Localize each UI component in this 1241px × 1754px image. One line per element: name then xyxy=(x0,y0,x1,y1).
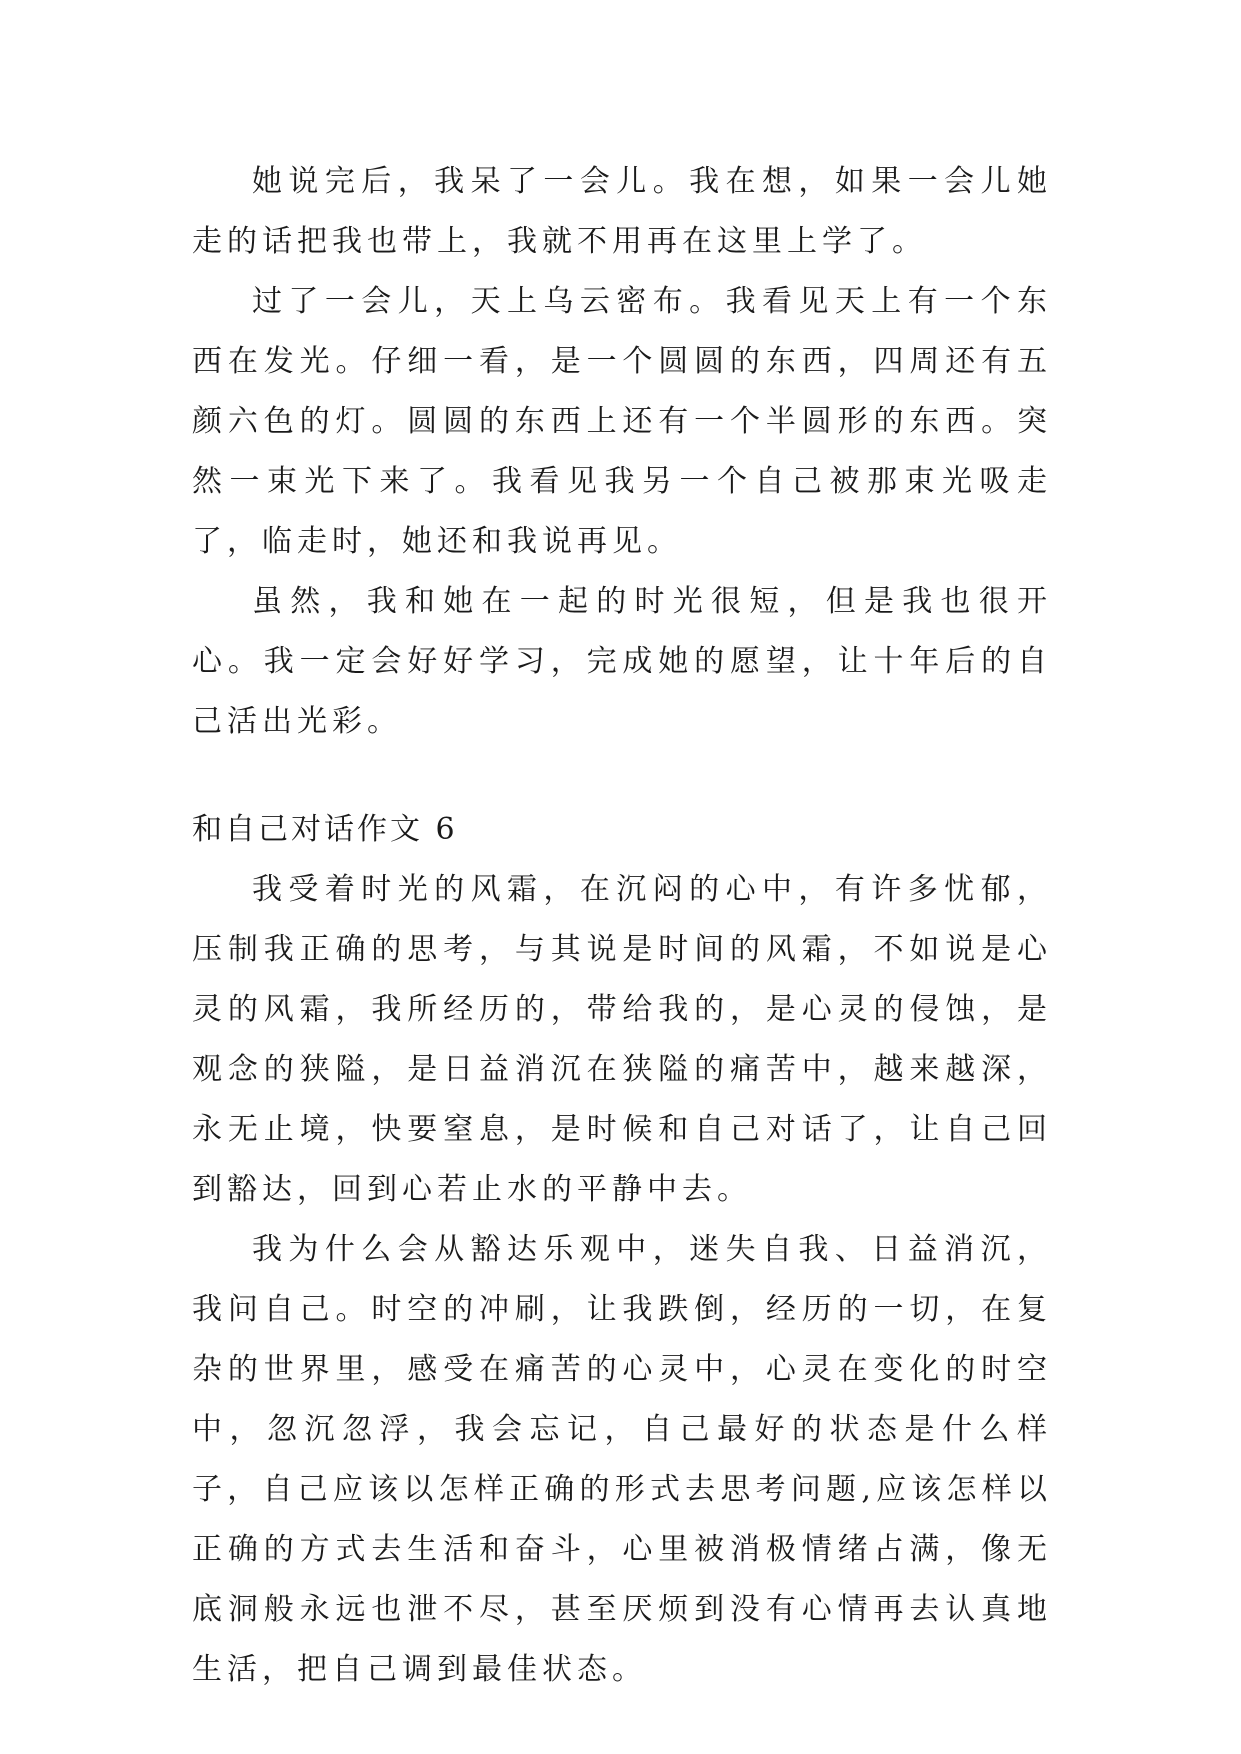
paragraph: 过了一会儿，天上乌云密布。我看见天上有一个东西在发光。仔细一看，是一个圆圆的东西，四周还有五颜六色的灯。圆圆的东西上还有一个半圆形的东西。突然一束光下来了。我看见我另一个自己被那束光吸走了，临走时，她还和我说再见。 xyxy=(192,284,1052,559)
paragraph: 我为什么会从豁达乐观中，迷失自我、日益消沉，我问自己。时空的冲刷，让我跌倒，经历的一切，在复杂的世界里，感受在痛苦的心灵中，心灵在变化的时空中，忽沉忽浮，我会忘记，自己最好的状态是什么样子，自己应该以怎样正确的形式去思考问题,应该怎样以正确的方式去生活和奋斗，心里被消极情绪占满，像无底洞般永远也泄不尽，甚至厌烦到没有心情再去认真地生活，把自己调到最佳状态。 xyxy=(192,1232,1052,1687)
paragraph: 她说完后，我呆了一会儿。我在想，如果一会儿她走的话把我也带上，我就不用再在这里上学了。 xyxy=(192,164,1052,259)
section-heading: 和自己对话作文 6 xyxy=(192,812,458,847)
document-page xyxy=(192,152,1052,1700)
paragraph: 我受着时光的风霜，在沉闷的心中，有许多忧郁，压制我正确的思考，与其说是时间的风霜，不如说是心灵的风霜，我所经历的，带给我的，是心灵的侵蚀，是观念的狭隘，是日益消沉在狭隘的痛苦中，越来越深，永无止境，快要窒息，是时候和自己对话了，让自己回到豁达，回到心若止水的平静中去。 xyxy=(192,872,1052,1207)
paragraph: 虽然，我和她在一起的时光很短，但是我也很开心。我一定会好好学习，完成她的愿望，让十年后的自己活出光彩。 xyxy=(192,584,1052,739)
